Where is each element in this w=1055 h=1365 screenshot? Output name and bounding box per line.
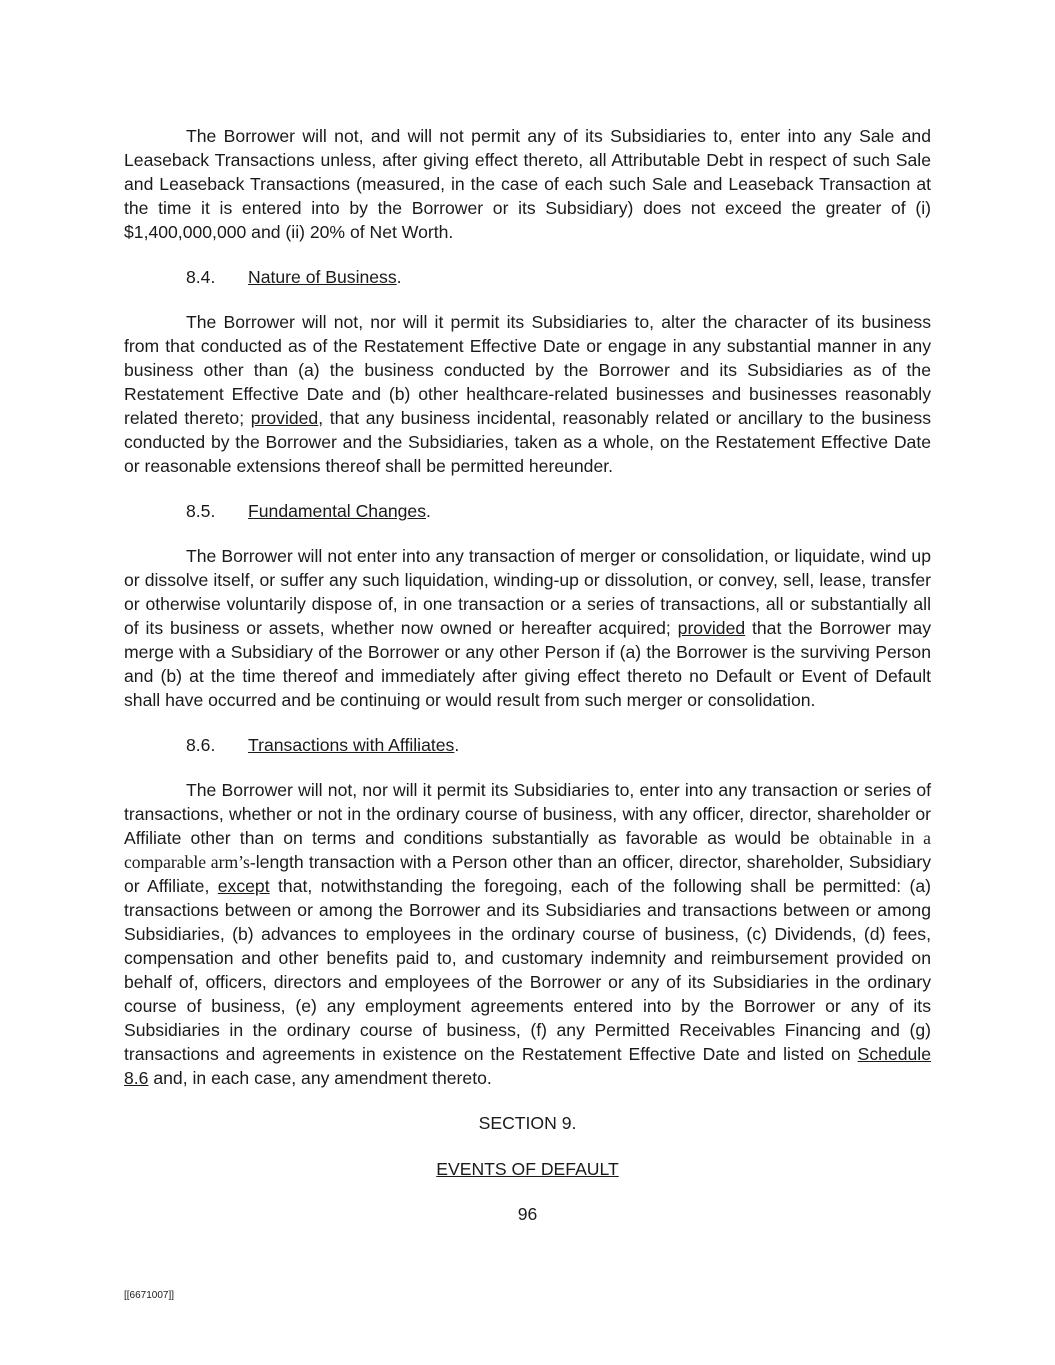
provided-term: provided [677, 618, 746, 638]
sale-leaseback-paragraph: The Borrower will not, and will not permit any of its Subsidiaries to, enter into any Sale and Leaseback Transactions unless, after giving effect thereto, all Attributable Debt in respect of such Sale and Leaseback Transactions (measured, in the case of each such Sale and Leaseback Transaction at the time it is entered into by the Borrower or its Subsidiary) does not exceed the greater of (i) $1,400,000,000 and (ii) 20% of Net Worth. [124, 126, 931, 242]
body-text: The Borrower will not, nor will it permit its Subsidiaries to, enter into any transaction or series of transactions, whether or not in the ordinary course of business, with any officer, director, shareholder or Affiliate other than on terms and conditions substantially as favorable as would be [124, 780, 931, 848]
document-page [124, 124, 931, 1226]
body-text: that, notwithstanding the foregoing, each of the following shall be permitted: (a) transactions between or among the Borrower and its Subsidiaries and transactions between or among Subsidiaries, (b) advances to employees in the ordinary course of business, (c) Dividends, (d) fees, compensation and other benefits paid to, and customary indemnity and reimbursement provided on behalf of, officers, directors and employees of the Borrower or any of its Subsidiaries in the ordinary course of business, (e) any employment agreements entered into by the Borrower or any of its Subsidiaries in the ordinary course of business, (f) any Permitted Receivables Financing and (g) transactions and agreements in existence on the Restatement Effective Date and listed on [124, 876, 931, 1064]
body-text: The Borrower will not, nor will it permit its Subsidiaries to, alter the character of its business from that conducted as of the Restatement Effective Date or engage in any substantial manner in any business other than (a) the business conducted by the Borrower and its Subsidiaries as of the Restatement Effective Date and (b) other healthcare-related businesses and businesses reasonably related thereto; [124, 312, 931, 428]
body-text: length transaction with a Person other than an officer, director, shareholder, Subsidiary or Affiliate, [124, 852, 931, 896]
schedule-reference: Schedule 8.6 [124, 1044, 931, 1088]
document-id: [[6671007]] [124, 1290, 175, 1301]
body-text: and, in each case, any amendment thereto. [148, 1068, 492, 1088]
section-number: 8.4. [186, 267, 216, 287]
section-8-5-body [124, 544, 931, 712]
section-8-6-heading: 8.6. Transactions with Affiliates. [186, 735, 460, 755]
section-8-6-body [124, 778, 931, 1090]
section-8-4-heading: 8.4. Nature of Business. [186, 267, 402, 287]
body-text: that the Borrower may merge with a Subsidiary of the Borrower or any other Person if (a) the Borrower is the surviving Person and (b) at the time thereof and immediately after giving effect thereto no Default or Event of Default shall have occurred and be continuing or would result from such merger or consolidation. [124, 618, 931, 710]
section-title: Transactions with Affiliates [248, 735, 455, 755]
body-text: The Borrower will not enter into any transaction of merger or consolidation, or liquidate, wind up or dissolve itself, or suffer any such liquidation, winding-up or dissolution, or convey, sell, lease, transfer or otherwise voluntarily dispose of, in one transaction or a series of transactions, all or substantially all of its business or assets, whether now owned or hereafter acquired; [124, 546, 931, 638]
body-text-serif: obtainable in a comparable arm’s- [124, 828, 931, 872]
section-title: Nature of Business [248, 267, 397, 287]
body-text: , that any business incidental, reasonably related or ancillary to the business conducted by the Borrower and the Subsidiaries, taken as a whole, on the Restatement Effective Date or reasonable extensions thereof shall be permitted hereunder. [124, 408, 931, 476]
section-8-4-body [124, 310, 931, 478]
section-title: Fundamental Changes [248, 501, 427, 521]
except-term: except [217, 876, 270, 896]
section-8-5-heading: 8.5. Fundamental Changes. [186, 501, 431, 521]
section-number: 8.6. [186, 735, 216, 755]
section-9-title: EVENTS OF DEFAULT [436, 1159, 619, 1179]
section-number: 8.5. [186, 501, 216, 521]
page-number: 96 [517, 1204, 538, 1224]
section-9-label: SECTION 9. [478, 1113, 577, 1133]
provided-term: provided [250, 408, 319, 428]
